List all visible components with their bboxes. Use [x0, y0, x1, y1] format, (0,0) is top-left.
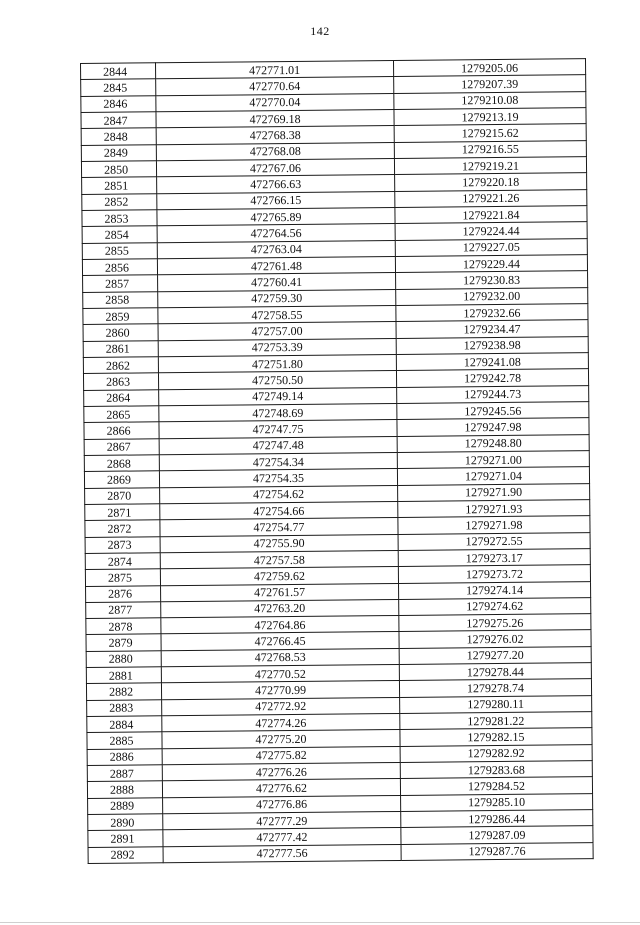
y-coordinate-cell: 1279219.21 — [394, 157, 586, 175]
point-number-cell: 2851 — [82, 177, 157, 194]
y-coordinate-cell: 1279232.00 — [396, 287, 588, 305]
y-coordinate-cell: 1279207.39 — [394, 75, 586, 93]
x-coordinate-cell: 472775.82 — [162, 746, 400, 765]
point-number-cell: 2856 — [82, 259, 157, 276]
point-number-cell: 2852 — [82, 193, 157, 210]
page-number: 142 — [310, 24, 330, 38]
y-coordinate-cell: 1279283.68 — [400, 761, 592, 779]
point-number-cell: 2862 — [83, 357, 158, 374]
point-number-cell: 2885 — [87, 732, 162, 749]
y-coordinate-cell: 1279213.19 — [394, 108, 586, 126]
x-coordinate-cell: 472747.48 — [159, 436, 397, 455]
x-coordinate-cell: 472747.75 — [159, 420, 397, 439]
x-coordinate-cell: 472754.34 — [159, 452, 397, 471]
y-coordinate-cell: 1279215.62 — [394, 124, 586, 142]
point-number-cell: 2846 — [81, 95, 156, 112]
y-coordinate-cell: 1279248.80 — [397, 434, 589, 452]
x-coordinate-cell: 472754.62 — [160, 485, 398, 504]
x-coordinate-cell: 472748.69 — [159, 403, 397, 422]
x-coordinate-cell: 472770.99 — [161, 681, 399, 700]
x-coordinate-cell: 472777.29 — [163, 812, 401, 831]
x-coordinate-cell: 472776.86 — [163, 795, 401, 814]
point-number-cell: 2855 — [82, 242, 157, 259]
point-number-cell: 2873 — [85, 536, 160, 553]
x-coordinate-cell: 472774.26 — [162, 714, 400, 733]
y-coordinate-cell: 1279271.93 — [398, 499, 590, 517]
point-number-cell: 2889 — [88, 798, 163, 815]
x-coordinate-cell: 472769.18 — [156, 109, 394, 128]
point-number-cell: 2866 — [84, 422, 159, 439]
x-coordinate-cell: 472754.35 — [159, 469, 397, 488]
x-coordinate-cell: 472766.63 — [157, 175, 395, 194]
point-number-cell: 2882 — [86, 683, 161, 700]
x-coordinate-cell: 472760.41 — [158, 273, 396, 292]
point-number-cell: 2887 — [87, 765, 162, 782]
y-coordinate-cell: 1279271.90 — [398, 483, 590, 501]
point-number-cell: 2877 — [86, 602, 161, 619]
x-coordinate-cell: 472751.80 — [158, 354, 396, 373]
x-coordinate-cell: 472763.04 — [157, 240, 395, 259]
y-coordinate-cell: 1279274.14 — [399, 581, 591, 599]
point-number-cell: 2872 — [85, 520, 160, 537]
y-coordinate-cell: 1279285.10 — [401, 793, 593, 811]
y-coordinate-cell: 1279242.78 — [396, 369, 588, 387]
point-number-cell: 2864 — [84, 389, 159, 406]
y-coordinate-cell: 1279221.84 — [395, 206, 587, 224]
point-number-cell: 2854 — [82, 226, 157, 243]
x-coordinate-cell: 472777.56 — [163, 844, 401, 863]
x-coordinate-cell: 472772.92 — [162, 697, 400, 716]
point-number-cell: 2870 — [85, 487, 160, 504]
x-coordinate-cell: 472750.50 — [158, 371, 396, 390]
y-coordinate-cell: 1279281.22 — [400, 712, 592, 730]
point-number-cell: 2853 — [82, 210, 157, 227]
point-number-cell: 2859 — [83, 308, 158, 325]
x-coordinate-cell: 472761.57 — [161, 583, 399, 602]
x-coordinate-cell: 472753.39 — [158, 338, 396, 357]
x-coordinate-cell: 472764.86 — [161, 616, 399, 635]
y-coordinate-cell: 1279287.09 — [401, 826, 593, 844]
x-coordinate-cell: 472776.62 — [162, 779, 400, 798]
y-coordinate-cell: 1279271.98 — [398, 516, 590, 534]
point-number-cell: 2881 — [86, 667, 161, 684]
x-coordinate-cell: 472768.38 — [156, 126, 394, 145]
table-row — [88, 842, 593, 863]
y-coordinate-cell: 1279227.05 — [395, 238, 587, 256]
x-coordinate-cell: 472770.04 — [156, 93, 394, 112]
x-coordinate-cell: 472759.30 — [158, 289, 396, 308]
point-number-cell: 2869 — [84, 471, 159, 488]
y-coordinate-cell: 1279274.62 — [399, 597, 591, 615]
y-coordinate-cell: 1279244.73 — [397, 385, 589, 403]
point-number-cell: 2884 — [87, 716, 162, 733]
y-coordinate-cell: 1279205.06 — [393, 59, 585, 77]
y-coordinate-cell: 1279238.98 — [396, 336, 588, 354]
point-number-cell: 2857 — [83, 275, 158, 292]
y-coordinate-cell: 1279282.92 — [400, 744, 592, 762]
x-coordinate-cell: 472775.20 — [162, 730, 400, 749]
y-coordinate-cell: 1279271.04 — [397, 467, 589, 485]
point-number-cell: 2871 — [85, 504, 160, 521]
point-number-cell: 2878 — [86, 618, 161, 635]
y-coordinate-cell: 1279284.52 — [400, 777, 592, 795]
y-coordinate-cell: 1279280.11 — [400, 695, 592, 713]
point-number-cell: 2874 — [85, 553, 160, 570]
y-coordinate-cell: 1279234.47 — [396, 320, 588, 338]
x-coordinate-cell: 472767.06 — [156, 158, 394, 177]
point-number-cell: 2880 — [86, 651, 161, 668]
x-coordinate-cell: 472758.55 — [158, 305, 396, 324]
y-coordinate-cell: 1279224.44 — [395, 222, 587, 240]
scan-edge-line — [0, 922, 640, 923]
point-number-cell: 2891 — [88, 830, 163, 847]
point-number-cell: 2848 — [81, 128, 156, 145]
x-coordinate-cell: 472768.53 — [161, 648, 399, 667]
point-number-cell: 2868 — [84, 455, 159, 472]
y-coordinate-cell: 1279230.83 — [396, 271, 588, 289]
point-number-cell: 2860 — [83, 324, 158, 341]
x-coordinate-cell: 472757.00 — [158, 322, 396, 341]
y-coordinate-cell: 1279273.17 — [398, 548, 590, 566]
point-number-cell: 2883 — [87, 700, 162, 717]
point-number-cell: 2849 — [81, 144, 156, 161]
point-number-cell: 2847 — [81, 112, 156, 129]
x-coordinate-cell: 472770.64 — [156, 77, 394, 96]
y-coordinate-cell: 1279276.02 — [399, 630, 591, 648]
point-number-cell: 2888 — [87, 781, 162, 798]
y-coordinate-cell: 1279245.56 — [397, 402, 589, 420]
point-number-cell: 2861 — [83, 340, 158, 357]
y-coordinate-cell: 1279278.44 — [399, 663, 591, 681]
x-coordinate-cell: 472777.42 — [163, 828, 401, 847]
y-coordinate-cell: 1279287.76 — [401, 842, 593, 860]
y-coordinate-cell: 1279221.26 — [395, 189, 587, 207]
point-number-cell: 2875 — [85, 569, 160, 586]
x-coordinate-cell: 472757.58 — [160, 550, 398, 569]
coordinates-table-wrapper — [80, 58, 593, 864]
y-coordinate-cell: 1279247.98 — [397, 418, 589, 436]
y-coordinate-cell: 1279271.00 — [397, 451, 589, 469]
x-coordinate-cell: 472776.26 — [162, 763, 400, 782]
point-number-cell: 2844 — [81, 63, 156, 80]
y-coordinate-cell: 1279278.74 — [399, 679, 591, 697]
x-coordinate-cell: 472749.14 — [159, 387, 397, 406]
x-coordinate-cell: 472761.48 — [157, 256, 395, 275]
x-coordinate-cell: 472766.45 — [161, 632, 399, 651]
y-coordinate-cell: 1279286.44 — [401, 810, 593, 828]
x-coordinate-cell: 472763.20 — [161, 599, 399, 618]
y-coordinate-cell: 1279229.44 — [395, 255, 587, 273]
point-number-cell: 2858 — [83, 291, 158, 308]
x-coordinate-cell: 472764.56 — [157, 224, 395, 243]
y-coordinate-cell: 1279275.26 — [399, 614, 591, 632]
x-coordinate-cell: 472771.01 — [156, 60, 394, 79]
y-coordinate-cell: 1279277.20 — [399, 646, 591, 664]
coordinates-table — [80, 58, 594, 864]
point-number-cell: 2863 — [83, 373, 158, 390]
y-coordinate-cell: 1279232.66 — [396, 304, 588, 322]
x-coordinate-cell: 472755.90 — [160, 534, 398, 553]
x-coordinate-cell: 472759.62 — [160, 567, 398, 586]
point-number-cell: 2879 — [86, 634, 161, 651]
y-coordinate-cell: 1279273.72 — [398, 565, 590, 583]
y-coordinate-cell: 1279210.08 — [394, 91, 586, 109]
y-coordinate-cell: 1279216.55 — [394, 140, 586, 158]
coordinates-table-body — [81, 59, 594, 864]
x-coordinate-cell: 472766.15 — [157, 191, 395, 210]
y-coordinate-cell: 1279272.55 — [398, 532, 590, 550]
point-number-cell: 2892 — [88, 846, 163, 863]
point-number-cell: 2850 — [81, 161, 156, 178]
y-coordinate-cell: 1279220.18 — [395, 173, 587, 191]
point-number-cell: 2886 — [87, 749, 162, 766]
point-number-cell: 2845 — [81, 79, 156, 96]
point-number-cell: 2876 — [86, 585, 161, 602]
x-coordinate-cell: 472754.66 — [160, 501, 398, 520]
point-number-cell: 2890 — [88, 814, 163, 831]
y-coordinate-cell: 1279241.08 — [396, 353, 588, 371]
x-coordinate-cell: 472768.08 — [156, 142, 394, 161]
x-coordinate-cell: 472765.89 — [157, 207, 395, 226]
x-coordinate-cell: 472754.77 — [160, 518, 398, 537]
point-number-cell: 2867 — [84, 438, 159, 455]
x-coordinate-cell: 472770.52 — [161, 665, 399, 684]
point-number-cell: 2865 — [84, 406, 159, 423]
y-coordinate-cell: 1279282.15 — [400, 728, 592, 746]
